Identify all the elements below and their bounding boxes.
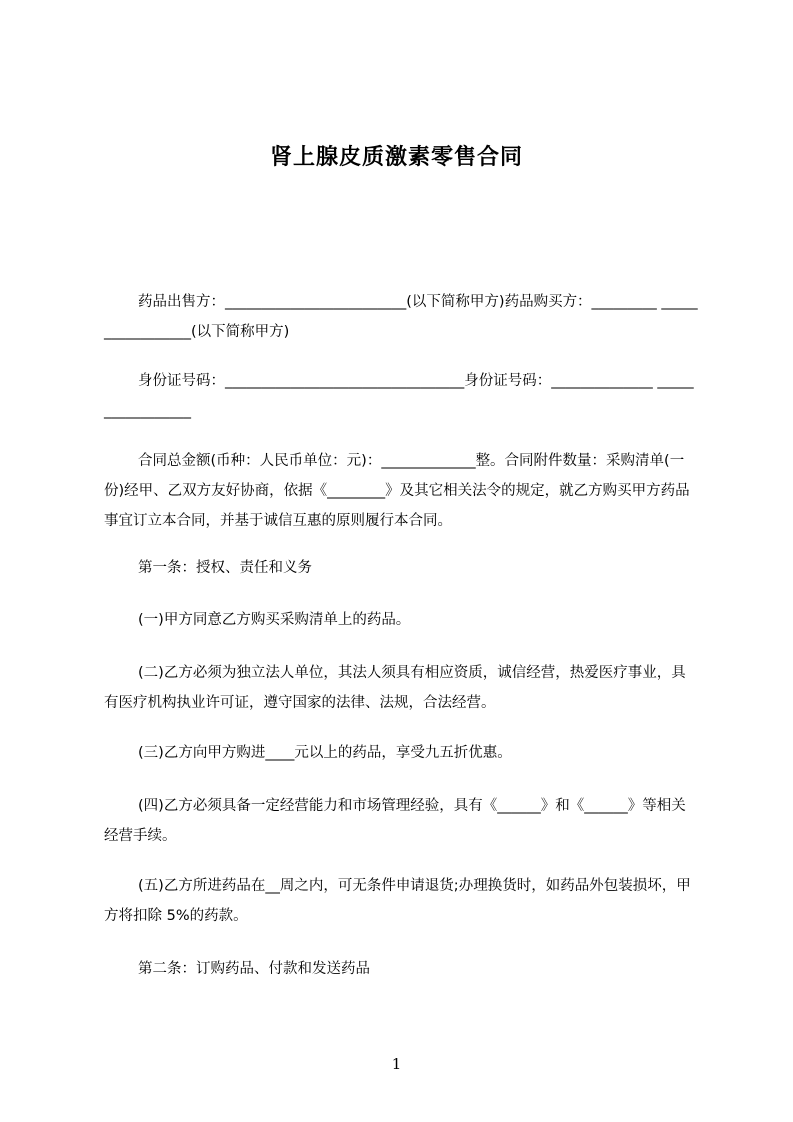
article-two-heading: 第二条：订购药品、付款和发送药品 (138, 961, 370, 977)
id-number-paragraph: 身份证号码：_________________________________身份证号码：______________ _________________ (104, 373, 694, 419)
clause-three: (三)乙方向甲方购进____元以上的药品，享受九五折优惠。 (138, 745, 512, 761)
clause-one: (一)甲方同意乙方购买采购清单上的药品。 (138, 612, 411, 628)
document-title: 肾上腺皮质激素零售合同 (269, 145, 523, 170)
contract-amount-paragraph: 合同总金额(币种：人民币单位：元)：_____________整。合同附件数量：采购清单(一份)经甲、乙双方友好协商，依据《________》及其它相关法令的规定，就乙方购买甲方药品事宜订立本合同，并基于诚信互惠的原则履行本合同。 (104, 453, 690, 529)
clause-two: (二)乙方必须为独立法人单位，其法人须具有相应资质，诚信经营，热爱医疗事业，具有医疗机构执业许可证，遵守国家的法律、法规，合法经营。 (104, 665, 686, 711)
clause-four: (四)乙方必须具备一定经营能力和市场管理经验，具有《______》和《______》等相关经营手续。 (104, 798, 686, 844)
page-number: 1 (391, 1055, 402, 1073)
clause-five: (五)乙方所进药品在__周之内，可无条件申请退货;办理换货时，如药品外包装损坏，甲方将扣除 5%的药款。 (104, 878, 691, 924)
article-one-heading: 第一条：授权、责任和义务 (138, 560, 312, 576)
seller-buyer-paragraph: 药品出售方：_________________________(以下简称甲方)药品购买方：_________ _________________(以下简称甲方) (104, 294, 698, 340)
